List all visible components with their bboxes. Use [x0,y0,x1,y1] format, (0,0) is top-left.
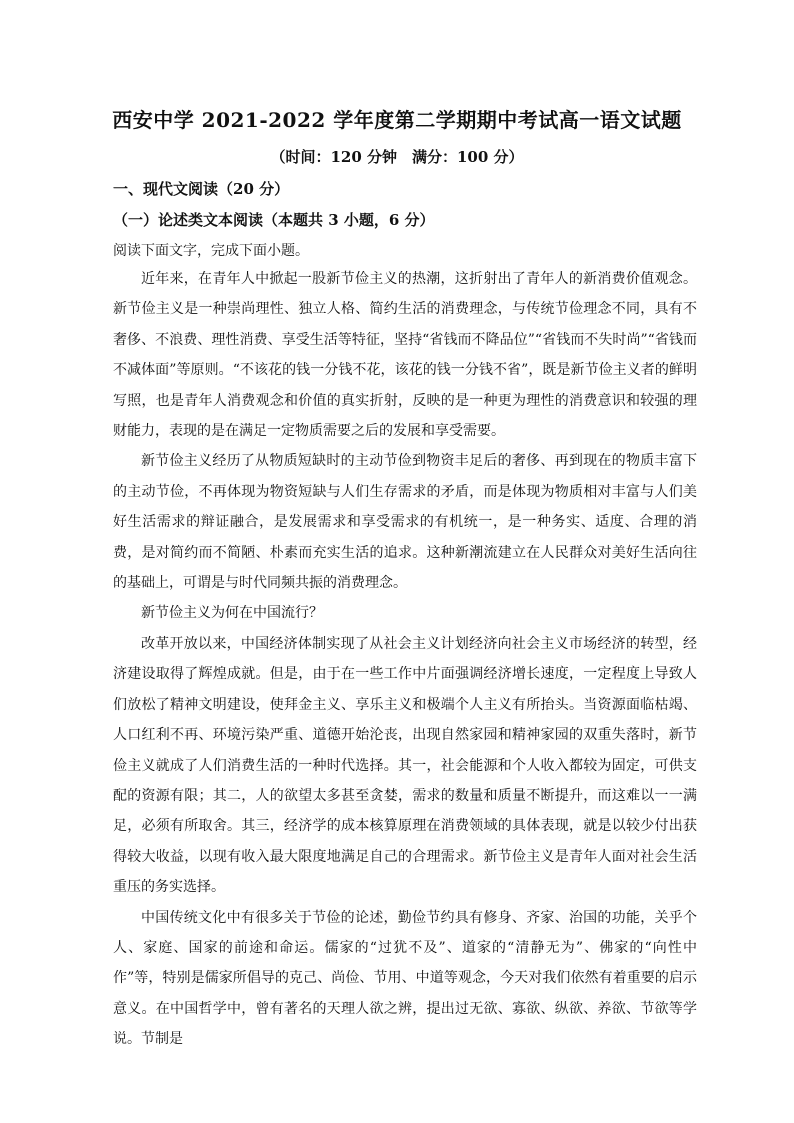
exam-title: 西安中学 2021-2022 学年度第二学期期中考试高一语文试题 [112,108,682,132]
section-heading: 一、现代文阅读（20 分） [113,180,290,198]
passage-paragraph-1: 近年来，在青年人中掀起一股新节俭主义的热潮，这折射出了青年人的新消费价值观念。新节俭主义是一种崇尚理性、独立人格、简约生活的消费理念，与传统节俭理念不同，具有不奢侈、不浪费、理性消费、享受生活等特征，坚持“省钱而不降品位”“省钱而不失时尚”“省钱而不减体面”等原则。“不该花的钱一分钱不花，该花的钱一分钱不省”，既是新节俭主义者的鲜明写照，也是青年人消费观念和价值的真实折射，反映的是一种更为理性的消费意识和较强的理财能力，表现的是在满足一定物质需要之后的发展和享受需要。 [113,271,697,440]
reading-instruction: 阅读下面文字，完成下面小题。 [113,243,309,259]
passage-paragraph-5: 中国传统文化中有很多关于节俭的论述，勤俭节约具有修身、齐家、治国的功能，关乎个人、家庭、国家的前途和命运。儒家的“过犹不及”、道家的“清静无为”、佛家的“向性中作”等，特别是儒家所倡导的克己、尚俭、节用、中道等观念，今天对我们依然有着重要的启示意义。在中国哲学中，曾有著名的天理人欲之辨，提出过无欲、寡欲、纵欲、养欲、节欲等学说。节制是 [113,909,697,1048]
exam-subtitle: （时间：120 分钟 满分：100 分） [270,148,524,166]
passage-paragraph-2: 新节俭主义经历了从物质短缺时的主动节俭到物资丰足后的奢侈、再到现在的物质丰富下的主动节俭，不再体现为物资短缺与人们生存需求的矛盾，而是体现为物质相对丰富与人们美好生活需求的辩证融合，是发展需求和享受需求的有机统一，是一种务实、适度、合理的消费，是对简约而不简陋、朴素而充实生活的追求。这种新潮流建立在人民群众对美好生活向往的基础上，可谓是与时代同频共振的消费理念。 [113,453,697,592]
subsection-heading: （一）论述类文本阅读（本题共 3 小题，6 分） [113,211,435,229]
passage-paragraph-4: 改革开放以来，中国经济体制实现了从社会主义计划经济向社会主义市场经济的转型，经济建设取得了辉煌成就。但是，由于在一些工作中片面强调经济增长速度，一定程度上导致人们放松了精神文明建设，使拜金主义、享乐主义和极端个人主义有所抬头。当资源面临枯竭、人口红利不再、环境污染严重、道德开始沦丧，出现自然家园和精神家园的双重失落时，新节俭主义就成了人们消费生活的一种时代选择。其一，社会能源和个人收入都较为固定，可供支配的资源有限；其二，人的欲望太多甚至贪婪，需求的数量和质量不断提升，而这难以一一满足，必须有所取舍。其三，经济学的成本核算原理在消费领域的具体表现，就是以较少付出获得较大收益，以现有收入最大限度地满足自己的合理需求。新节俭主义是青年人面对社会生活重压的务实选择。 [113,635,697,896]
passage-paragraph-3: 新节俭主义为何在中国流行？ [141,605,323,622]
passage-body [113,264,697,1055]
